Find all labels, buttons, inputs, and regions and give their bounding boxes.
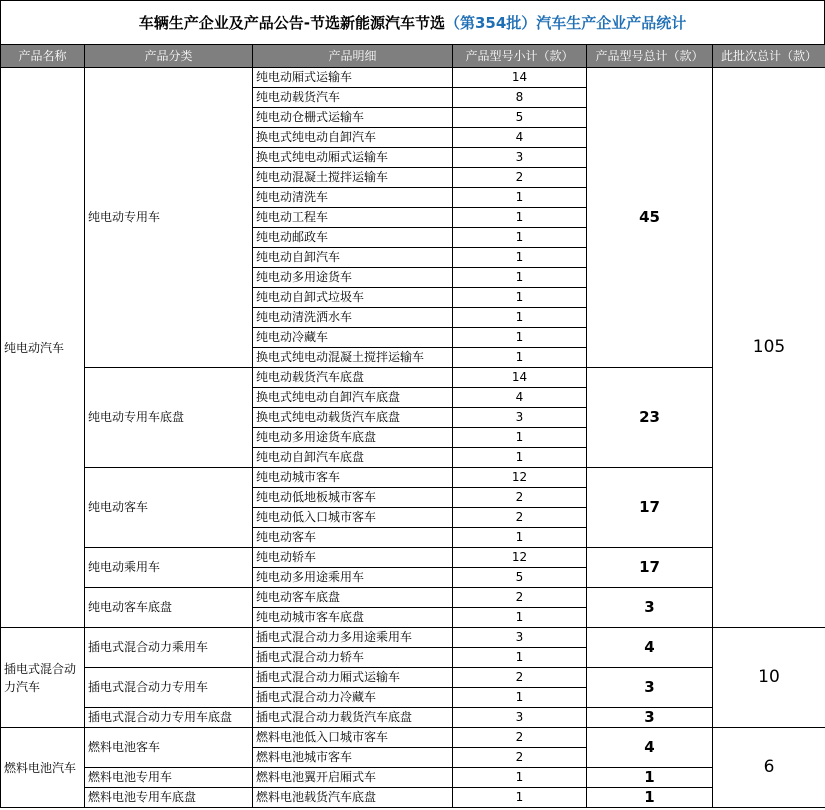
header-product-name: 产品名称 [1,45,85,68]
subtotal-cell: 1 [453,308,587,328]
detail-cell: 纯电动仓栅式运输车 [253,108,453,128]
detail-cell: 纯电动自卸汽车底盘 [253,448,453,468]
group-name-cell: 燃料电池汽车 [1,728,85,808]
header-model-total: 产品型号总计（款） [587,45,713,68]
detail-cell: 换电式纯电动自卸汽车 [253,128,453,148]
detail-cell: 纯电动客车底盘 [253,588,453,608]
category-total-cell: 3 [587,708,713,728]
subtotal-cell: 1 [453,688,587,708]
category-total-cell: 4 [587,728,713,768]
batch-total-cell: 105 [713,68,825,628]
category-total-cell: 4 [587,628,713,668]
subtotal-cell: 1 [453,208,587,228]
subtotal-cell: 1 [453,428,587,448]
category-total-cell: 17 [587,468,713,548]
detail-cell: 插电式混合动力多用途乘用车 [253,628,453,648]
header-batch-total: 此批次总计（款） [713,45,825,68]
detail-cell: 燃料电池载货汽车底盘 [253,788,453,808]
category-name-cell: 纯电动客车底盘 [85,588,253,628]
subtotal-cell: 1 [453,248,587,268]
subtotal-cell: 1 [453,608,587,628]
group-name-cell: 插电式混合动力汽车 [1,628,85,728]
detail-cell: 纯电动城市客车 [253,468,453,488]
detail-cell: 插电式混合动力轿车 [253,648,453,668]
category-total-cell: 45 [587,68,713,368]
detail-cell: 纯电动厢式运输车 [253,68,453,88]
detail-cell: 燃料电池城市客车 [253,748,453,768]
title-highlight: （第354批）汽车生产企业产品统计 [444,14,687,32]
subtotal-cell: 1 [453,768,587,788]
category-name-cell: 燃料电池专用车底盘 [85,788,253,808]
table-row [1,548,825,568]
header-model-subtotal: 产品型号小计（款） [453,45,587,68]
detail-cell: 插电式混合动力载货汽车底盘 [253,708,453,728]
header-product-category: 产品分类 [85,45,253,68]
subtotal-cell: 1 [453,268,587,288]
subtotal-cell: 2 [453,748,587,768]
header-product-detail: 产品明细 [253,45,453,68]
subtotal-cell: 1 [453,448,587,468]
group-name-cell: 纯电动汽车 [1,68,85,628]
subtotal-cell: 1 [453,528,587,548]
subtotal-cell: 1 [453,188,587,208]
detail-cell: 插电式混合动力冷藏车 [253,688,453,708]
table-row [1,628,825,648]
detail-cell: 纯电动清洗车 [253,188,453,208]
subtotal-cell: 1 [453,788,587,808]
subtotal-cell: 8 [453,88,587,108]
detail-cell: 纯电动多用途乘用车 [253,568,453,588]
detail-cell: 纯电动载货汽车底盘 [253,368,453,388]
detail-cell: 插电式混合动力厢式运输车 [253,668,453,688]
category-name-cell: 燃料电池专用车 [85,768,253,788]
subtotal-cell: 1 [453,348,587,368]
category-name-cell: 插电式混合动力专用车底盘 [85,708,253,728]
subtotal-cell: 2 [453,488,587,508]
subtotal-cell: 4 [453,128,587,148]
category-name-cell: 纯电动专用车底盘 [85,368,253,468]
category-total-cell: 1 [587,788,713,808]
detail-cell: 纯电动冷藏车 [253,328,453,348]
category-name-cell: 插电式混合动力专用车 [85,668,253,708]
category-name-cell: 燃料电池客车 [85,728,253,768]
detail-cell: 纯电动低地板城市客车 [253,488,453,508]
detail-cell: 纯电动客车 [253,528,453,548]
category-total-cell: 23 [587,368,713,468]
subtotal-cell: 2 [453,508,587,528]
subtotal-cell: 12 [453,468,587,488]
table-row [1,788,825,808]
detail-cell: 换电式纯电动厢式运输车 [253,148,453,168]
detail-cell: 纯电动多用途货车底盘 [253,428,453,448]
table-row [1,368,825,388]
table-row [1,68,825,88]
detail-cell: 纯电动清洗洒水车 [253,308,453,328]
detail-cell: 纯电动混凝土搅拌运输车 [253,168,453,188]
subtotal-cell: 2 [453,668,587,688]
category-name-cell: 插电式混合动力乘用车 [85,628,253,668]
detail-cell: 换电式纯电动混凝土搅拌运输车 [253,348,453,368]
detail-cell: 燃料电池翼开启厢式车 [253,768,453,788]
subtotal-cell: 1 [453,328,587,348]
subtotal-cell: 5 [453,108,587,128]
detail-cell: 纯电动邮政车 [253,228,453,248]
subtotal-cell: 2 [453,168,587,188]
table-row [1,728,825,748]
category-name-cell: 纯电动乘用车 [85,548,253,588]
title-prefix: 车辆生产企业及产品公告-节选新能源汽车节选 [138,14,445,32]
subtotal-cell: 14 [453,368,587,388]
subtotal-cell: 3 [453,708,587,728]
subtotal-cell: 3 [453,628,587,648]
page-title [0,0,825,44]
subtotal-cell: 1 [453,648,587,668]
detail-cell: 纯电动城市客车底盘 [253,608,453,628]
detail-cell: 纯电动自卸汽车 [253,248,453,268]
product-stats-table [0,44,825,808]
category-total-cell: 17 [587,548,713,588]
subtotal-cell: 2 [453,728,587,748]
table-row [1,708,825,728]
detail-cell: 纯电动工程车 [253,208,453,228]
subtotal-cell: 4 [453,388,587,408]
detail-cell: 纯电动多用途货车 [253,268,453,288]
subtotal-cell: 5 [453,568,587,588]
category-total-cell: 1 [587,768,713,788]
category-name-cell: 纯电动客车 [85,468,253,548]
subtotal-cell: 12 [453,548,587,568]
category-total-cell: 3 [587,588,713,628]
table-row [1,668,825,688]
batch-total-cell: 10 [713,628,825,728]
detail-cell: 纯电动自卸式垃圾车 [253,288,453,308]
table-row [1,768,825,788]
table-row [1,468,825,488]
header-row [1,45,825,68]
detail-cell: 纯电动轿车 [253,548,453,568]
detail-cell: 换电式纯电动自卸汽车底盘 [253,388,453,408]
subtotal-cell: 1 [453,288,587,308]
subtotal-cell: 3 [453,408,587,428]
subtotal-cell: 14 [453,68,587,88]
category-name-cell: 纯电动专用车 [85,68,253,368]
table-row [1,588,825,608]
batch-total-cell: 6 [713,728,825,808]
detail-cell: 换电式纯电动载货汽车底盘 [253,408,453,428]
detail-cell: 纯电动低入口城市客车 [253,508,453,528]
detail-cell: 纯电动载货汽车 [253,88,453,108]
subtotal-cell: 1 [453,228,587,248]
table-body [1,68,825,808]
subtotal-cell: 2 [453,588,587,608]
category-total-cell: 3 [587,668,713,708]
detail-cell: 燃料电池低入口城市客车 [253,728,453,748]
subtotal-cell: 3 [453,148,587,168]
